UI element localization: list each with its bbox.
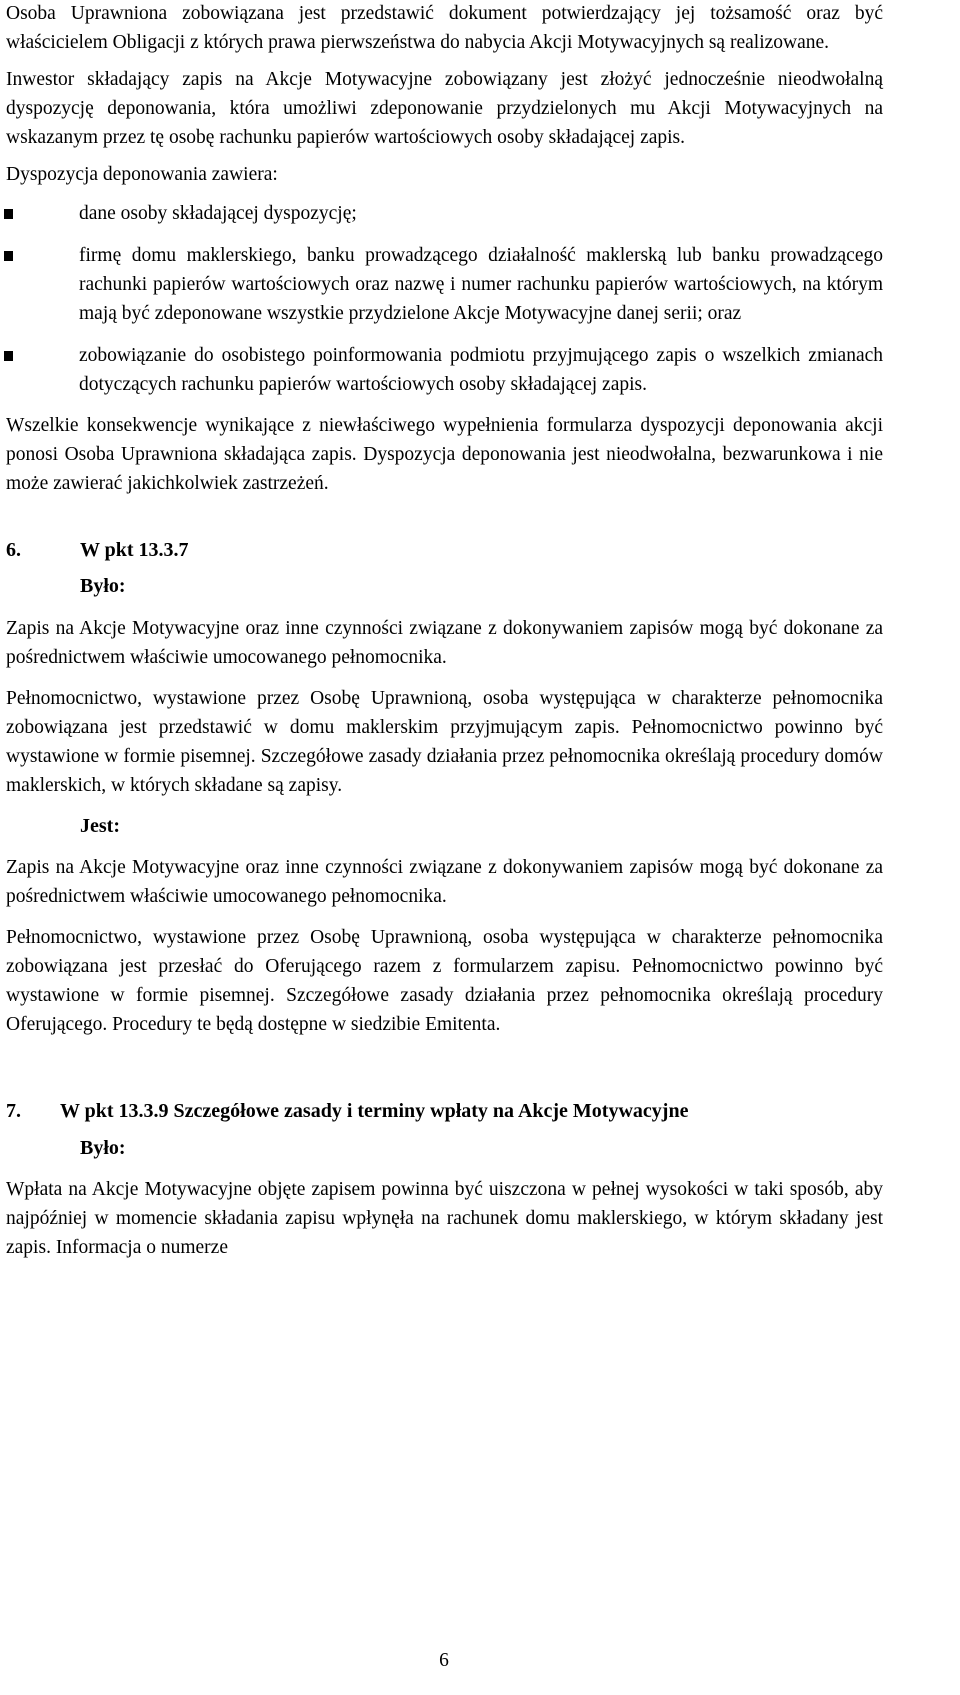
section-6-bylo-paragraph-1: Zapis na Akcje Motywacyjne oraz inne czynności związane z dokonywaniem zapisów mogą być dokonane za pośrednictwem właściwie umocowanego pełnomocnika. — [6, 618, 883, 668]
paragraph-deposit-contents: Dyspozycja deponowania zawiera: — [6, 164, 278, 185]
section-title: W pkt 13.3.7 — [80, 539, 189, 561]
section-6-jest-paragraph-2: Pełnomocnictwo, wystawione przez Osobę Uprawnioną, osoba występująca w charakterze pełnomocnika zobowiązana jest przesłać do Oferującego razem z formularzem zapisu. Pełnomocnictwo powinno być wystawione w formie pisemnej. Szczegółowe zasady działania przez pełnomocnika określają procedury Oferującego. Procedury te będą dostępne w siedzibie Emitenta. — [6, 927, 883, 1035]
section-6-jest-label: Jest: — [80, 815, 120, 837]
document-page — [6, 0, 883, 1262]
section-6-bylo-paragraph-2: Pełnomocnictwo, wystawione przez Osobę Uprawnioną, osoba występująca w charakterze pełnomocnika zobowiązana jest przedstawić w domu maklerskim przyjmującym zapis. Pełnomocnictwo powinno być wystawione w formie pisemnej. Szczegółowe zasady działania przez pełnomocnika określają procedury domów maklerskich, w których składane są zapisy. — [6, 688, 883, 796]
section-7-bylo-label: Było: — [80, 1137, 126, 1159]
section-7-heading — [6, 1097, 883, 1126]
square-bullet-icon — [4, 351, 13, 361]
paragraph-consequences: Wszelkie konsekwencje wynikające z niewłaściwego wypełnienia formularza dyspozycji deponowania akcji ponosi Osoba Uprawniona składająca zapis. Dyspozycja deponowania jest nieodwołalna, bezwarunkowa i nie może zawierać jakichkolwiek zastrzeżeń. — [6, 415, 883, 494]
section-6-bylo-label: Było: — [80, 575, 126, 597]
square-bullet-icon — [4, 251, 13, 261]
section-number: 7. — [6, 1100, 21, 1122]
section-7-bylo-paragraph-1: Wpłata na Akcje Motywacyjne objęte zapisem powinna być uiszczona w pełnej wysokości w taki sposób, aby najpóźniej w momencie składania zapisu wpłynęła na rachunek domu maklerskiego, w którym składany jest zapis. Informacja o numerze — [6, 1179, 883, 1258]
bullet-item-1 — [6, 199, 883, 228]
section-number: 6. — [6, 539, 21, 561]
section-6-jest-paragraph-1: Zapis na Akcje Motywacyjne oraz inne czynności związane z dokonywaniem zapisów mogą być dokonane za pośrednictwem właściwie umocowanego pełnomocnika. — [6, 857, 883, 907]
bullet-item-3 — [6, 341, 883, 399]
paragraph-authorized-person: Osoba Uprawniona zobowiązana jest przedstawić dokument potwierdzający jej tożsamość oraz być właścicielem Obligacji z których prawa pierwszeństwa do nabycia Akcji Motywacyjnych są realizowane. — [6, 3, 883, 53]
page-number: 6 — [439, 1650, 449, 1671]
bullet-text: dane osoby składającej dyspozycję; — [79, 203, 357, 224]
bullet-text: zobowiązanie do osobistego poinformowania podmiotu przyjmującego zapis o wszelkich zmianach dotyczących rachunku papierów wartościowych osoby składającej zapis. — [79, 345, 883, 395]
square-bullet-icon — [4, 209, 13, 219]
section-title: W pkt 13.3.9 Szczegółowe zasady i terminy wpłaty na Akcje Motywacyjne — [60, 1100, 689, 1122]
bullet-text: firmę domu maklerskiego, banku prowadzącego działalność maklerską lub banku prowadzącego rachunki papierów wartościowych oraz nazwę i numer rachunku papierów wartościowych, na którym mają być zdeponowane wszystkie przydzielone Akcje Motywacyjne danej serii; oraz — [79, 245, 883, 324]
section-6-heading — [6, 536, 883, 565]
paragraph-investor-deposit: Inwestor składający zapis na Akcje Motywacyjne zobowiązany jest złożyć jednocześnie nieodwołalną dyspozycję deponowania, która umożliwi zdeponowanie przydzielonych mu Akcji Motywacyjnych na wskazanym przez tę osobę rachunku papierów wartościowych osoby składającej zapis. — [6, 69, 883, 148]
bullet-item-2 — [6, 241, 883, 328]
